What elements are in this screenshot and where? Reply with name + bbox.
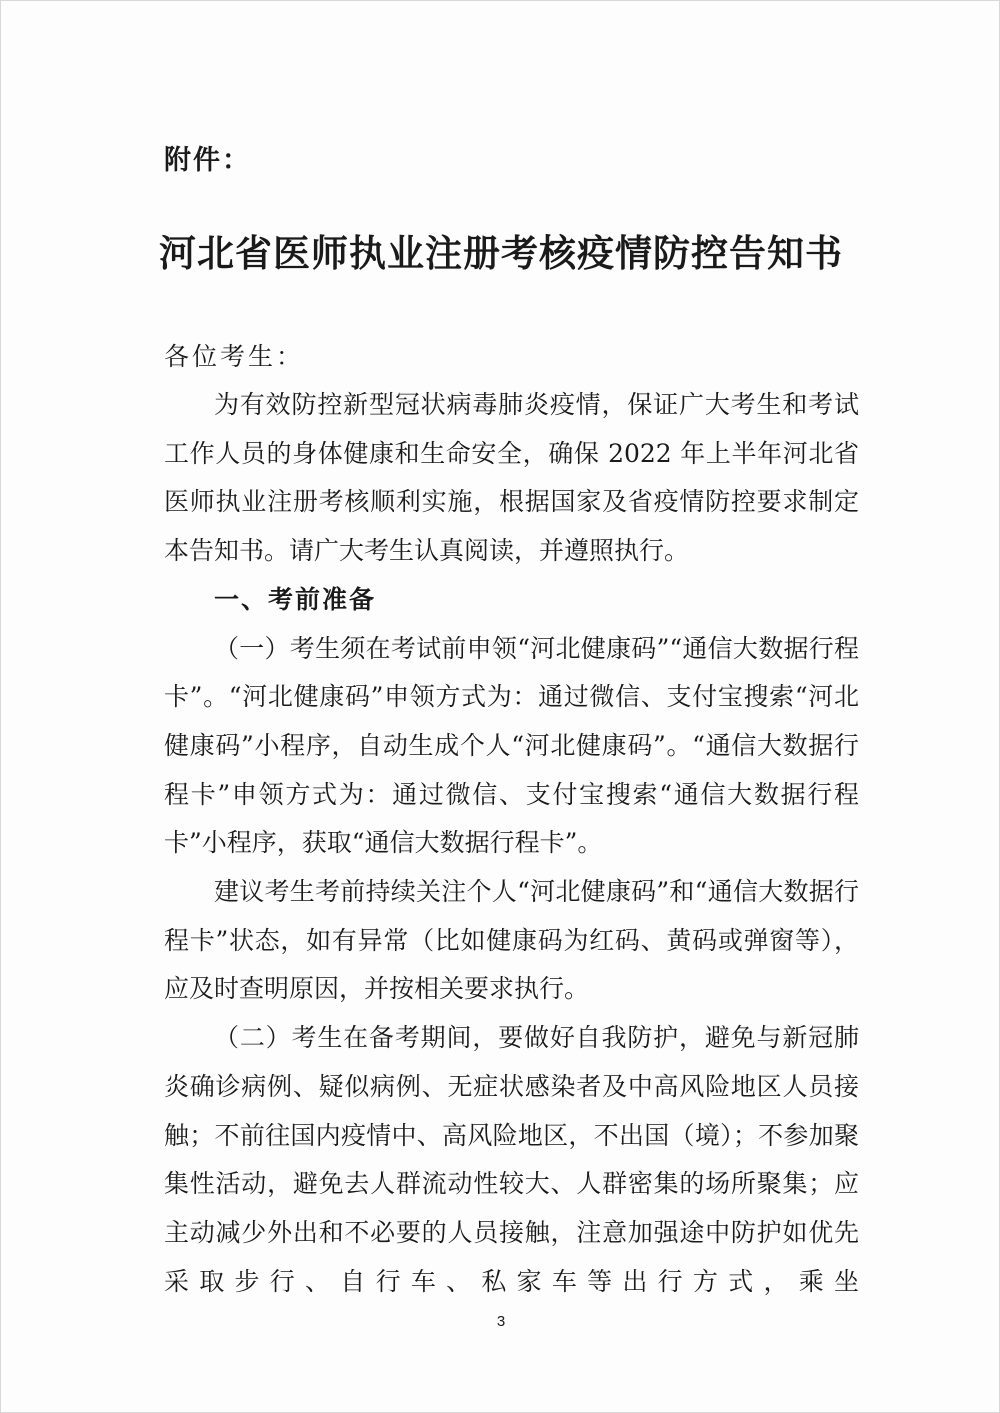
attachment-label: 附件：	[164, 145, 251, 176]
document-title: 河北省医师执业注册考核疫情防控告知书	[159, 231, 843, 275]
greeting: 各位考生：	[164, 342, 305, 371]
section-heading: 一、考前准备	[214, 584, 377, 614]
page-number: 3	[496, 1313, 506, 1330]
paragraph-health-code: （一）考生须在考试前申领“河北健康码”“通信大数据行程卡”。“河北健康码”申领方式为：通过微信、支付宝搜索“河北健康码”小程序，自动生成个人“河北健康码”。“通信大数据行程卡”申领方式为：通过微信、支付宝搜索“通信大数据行程卡”小程序，获取“通信大数据行程卡”。	[164, 633, 859, 858]
intro-paragraph: 为有效防控新型冠状病毒肺炎疫情，保证广大考生和考试工作人员的身体健康和生命安全，确保 2022 年上半年河北省医师执业注册考核顺利实施，根据国家及省疫情防控要求制定本告知书。请广大考生认真阅读，并遵照执行。	[164, 390, 859, 566]
paragraph-code-status: 建议考生考前持续关注个人“河北健康码”和“通信大数据行程卡”状态，如有异常（比如健康码为红码、黄码或弹窗等），应及时查明原因，并按相关要求执行。	[164, 877, 859, 1004]
paragraph-self-protection: （二）考生在备考期间，要做好自我防护，避免与新冠肺炎确诊病例、疑似病例、无症状感染者及中高风险地区人员接触；不前往国内疫情中、高风险地区，不出国（境）；不参加聚集性活动，避免去人群流动性较大、人群密集的场所聚集；应主动减少外出和不必要的人员接触，注意加强途中防护如优先采取步行、自行车、私家车等出行方式，乘坐	[164, 1023, 859, 1296]
document-body	[164, 381, 859, 1306]
